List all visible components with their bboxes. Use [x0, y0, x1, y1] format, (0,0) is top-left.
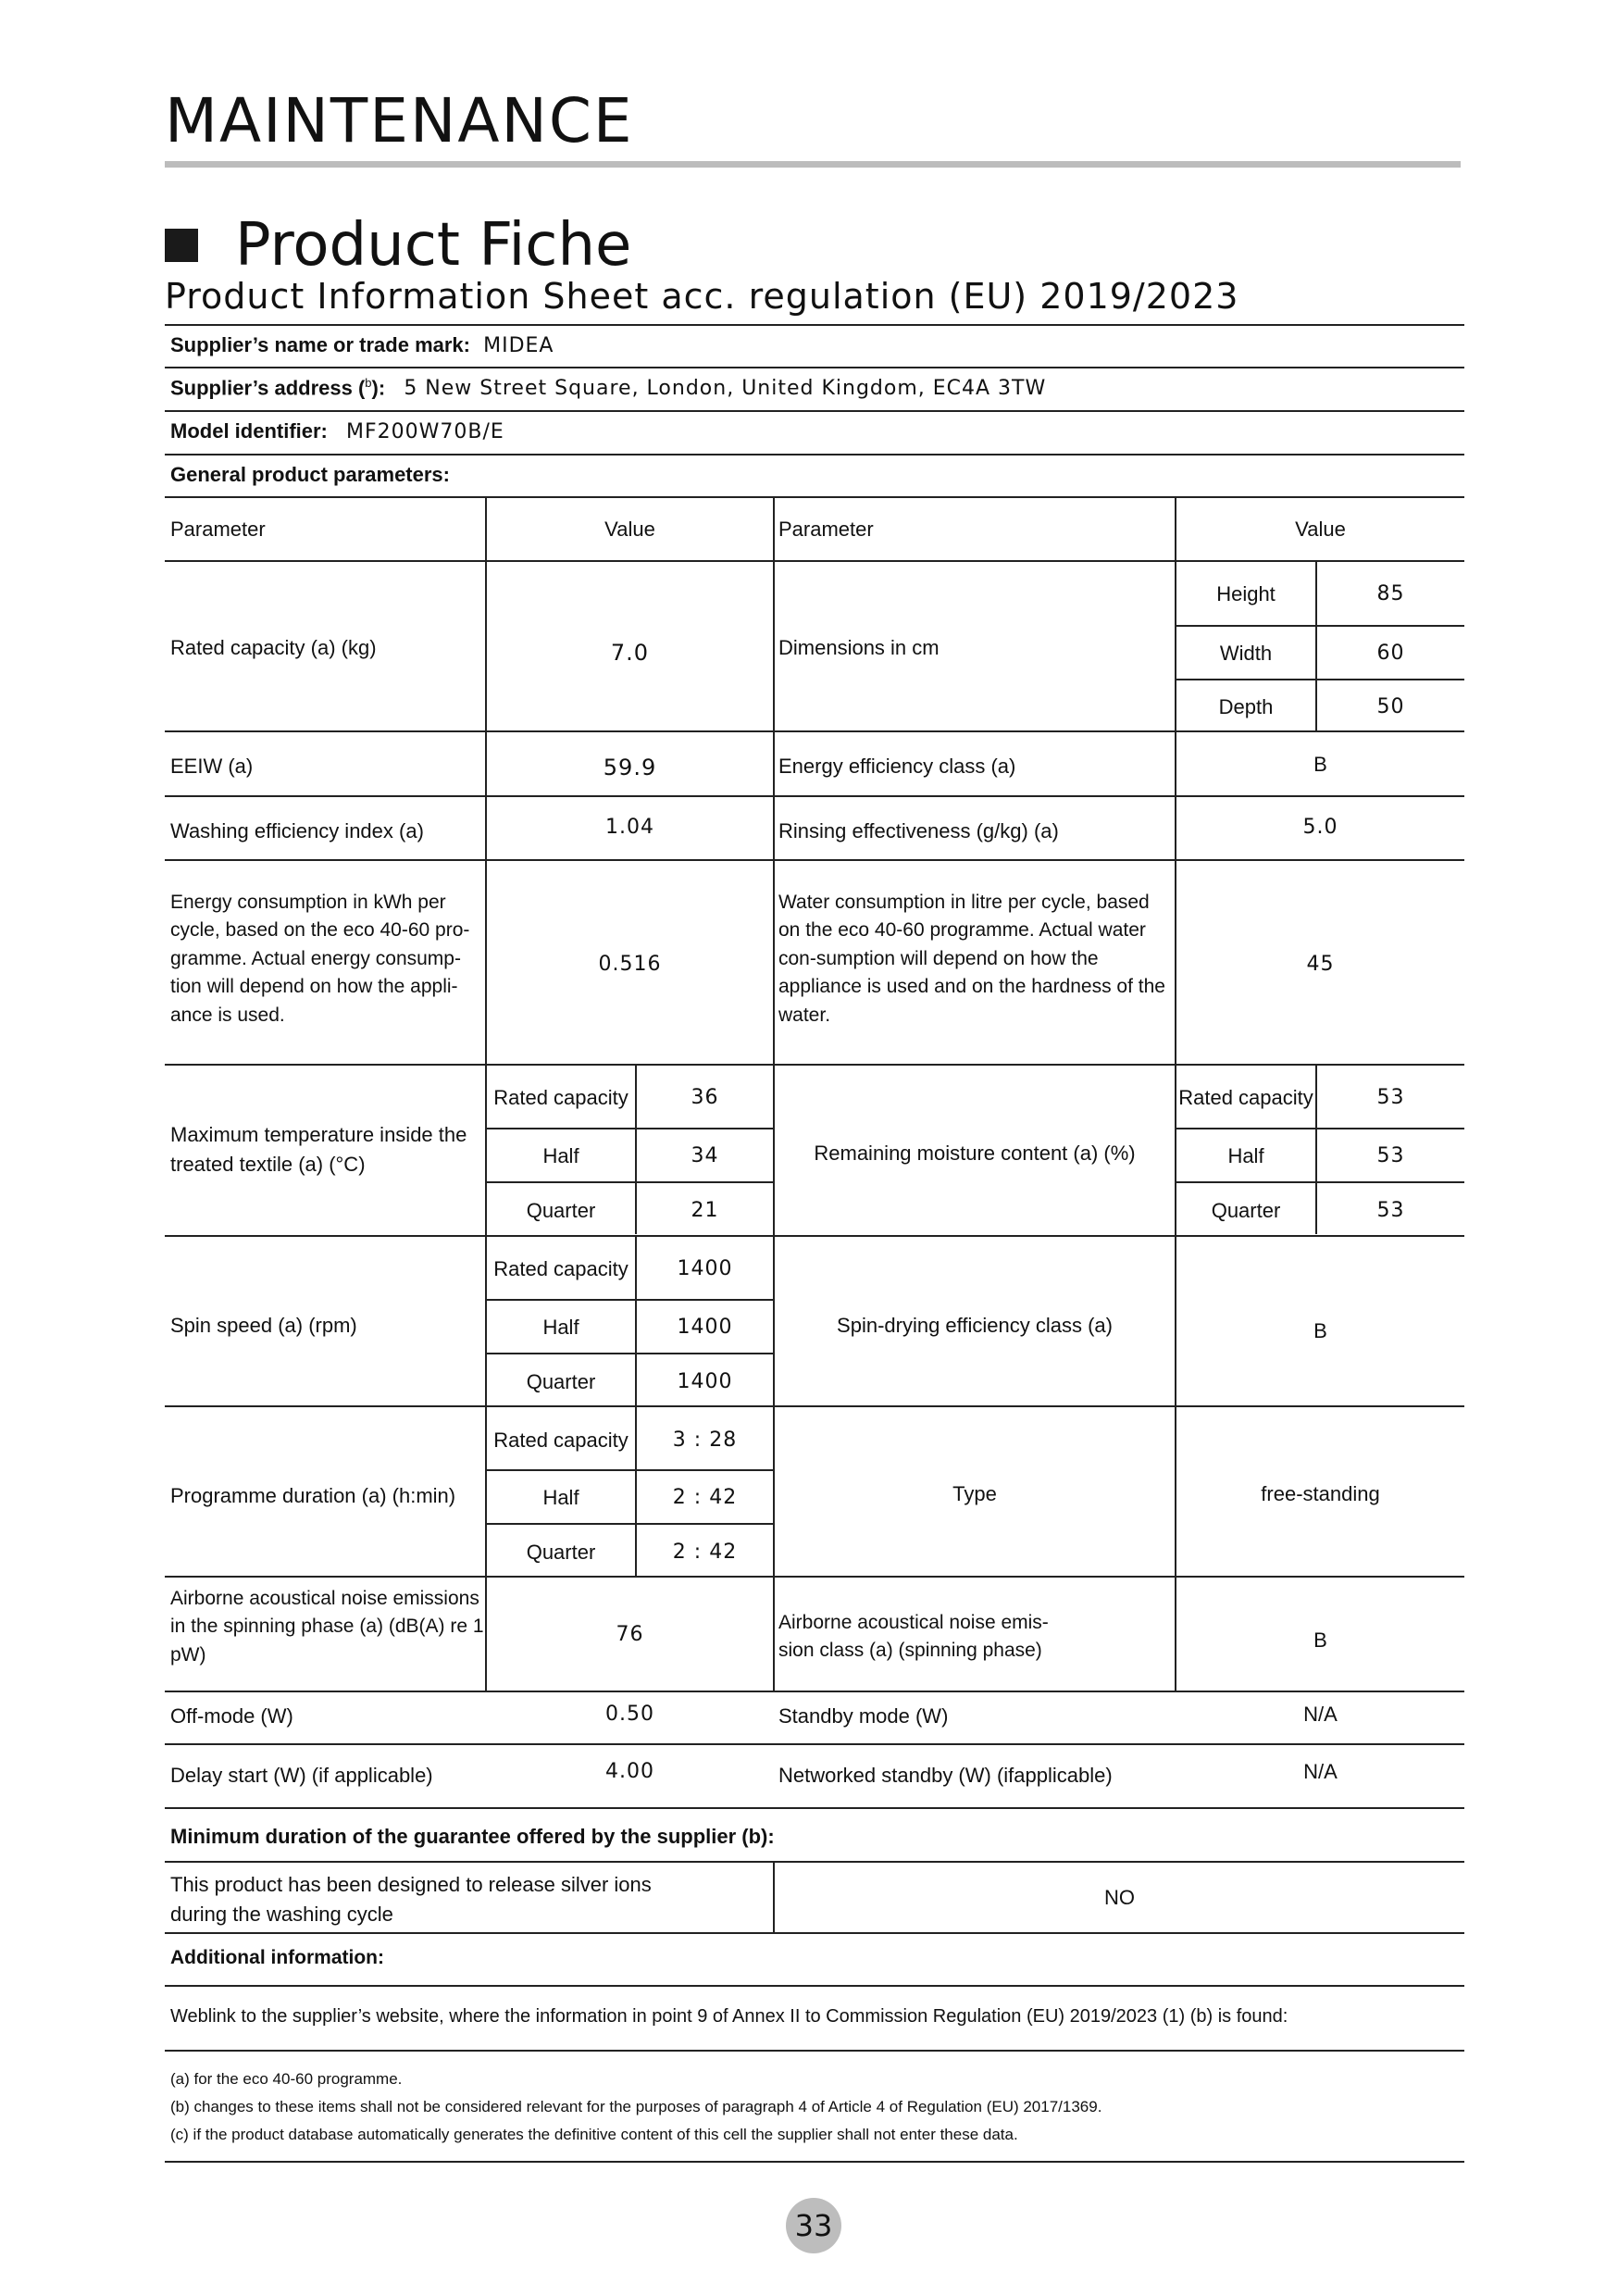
- height-label: Height: [1216, 582, 1276, 605]
- rule: [165, 2050, 1464, 2052]
- rule: [165, 1576, 1464, 1578]
- rule: [165, 324, 1464, 326]
- offmode-label: Off-mode (W): [170, 1704, 293, 1728]
- noise-class-label: Airborne acoustical noise emis-sion class (a) (spinning phase): [778, 1612, 1049, 1662]
- rule: [165, 1743, 1464, 1745]
- rule: [165, 560, 1464, 562]
- address-value: 5 New Street Square, London, United Kingdom, EC4A 3TW: [404, 377, 1047, 401]
- address-sup: b: [365, 376, 372, 390]
- footnote-c: (c) if the product database automatically generates the definitive content of this cell the supplier shall not enter these data.: [170, 2126, 1018, 2143]
- column-header-parameter: Parameter: [778, 518, 874, 541]
- max-temp-quarter-label: Quarter: [526, 1199, 596, 1222]
- general-parameters-label: General product parameters:: [170, 463, 450, 486]
- rule: [165, 1985, 1464, 1987]
- duration-quarter-label: Quarter: [526, 1541, 596, 1564]
- max-temperature-label: Maximum temperature inside the treated textile (a) (°C): [170, 1123, 467, 1176]
- rated-capacity-label: Rated capacity (a) (kg): [170, 636, 377, 659]
- subtitle: Product Information Sheet acc. regulation (EU) 2019/2023: [165, 276, 1239, 317]
- eeiw-value: 59.9: [603, 755, 657, 780]
- standby-value: N/A: [1303, 1703, 1338, 1726]
- moisture-rated-label: Rated capacity: [1178, 1086, 1313, 1109]
- noise-label: Airborne acoustical noise emissions in the spinning phase (a) (dB(A) re 1 pW): [170, 1588, 484, 1666]
- rule: [165, 1932, 1464, 1934]
- energy-class-value: B: [1313, 753, 1327, 776]
- type-label: Type: [952, 1482, 997, 1505]
- rule: [165, 496, 1464, 498]
- rule: [165, 795, 1464, 797]
- moisture-label: Remaining moisture content (a) (%): [814, 1142, 1136, 1165]
- rated-capacity-value: 7.0: [610, 640, 650, 666]
- footnote-a: (a) for the eco 40-60 programme.: [170, 2070, 403, 2088]
- noise-class-value: B: [1313, 1628, 1327, 1652]
- additional-info-label: Additional information:: [170, 1947, 384, 1968]
- standby-label: Standby mode (W): [778, 1704, 949, 1728]
- weblink-text: Weblink to the supplier’s website, where the information in point 9 of Annex II to Commission Regulation (EU) 2019/2023 (1) (b) is found:: [170, 2006, 1288, 2027]
- address-label-end: ):: [371, 376, 386, 400]
- dimensions-label: Dimensions in cm: [778, 636, 940, 659]
- spin-half-value: 1400: [677, 1316, 733, 1339]
- moisture-rated-value: 53: [1376, 1086, 1405, 1109]
- rule: [165, 1064, 1464, 1066]
- max-temp-half-label: Half: [542, 1144, 579, 1167]
- delay-value: 4.00: [605, 1760, 654, 1783]
- page-number: 33: [786, 2198, 841, 2253]
- supplier-address-row: [170, 376, 1046, 400]
- footnote-b: (b) changes to these items shall not be considered relevant for the purposes of paragraph 4 of Article 4 of Regulation (EU) 2017/1369.: [170, 2098, 1102, 2115]
- rule: [485, 1299, 774, 1301]
- max-temp-half-value: 34: [691, 1144, 719, 1167]
- rule: [485, 1128, 774, 1129]
- spin-class-label: Spin-drying efficiency class (a): [837, 1314, 1113, 1337]
- duration-half-label: Half: [542, 1486, 579, 1509]
- water-consumption-label: Water consumption in litre per cycle, based on the eco 40-60 programme. Actual water con-sumption will depend on how the appliance is used and on the hardness of the water.: [778, 892, 1165, 1026]
- model-value: MF200W70B/E: [346, 420, 504, 443]
- spin-speed-label: Spin speed (a) (rpm): [170, 1314, 357, 1337]
- guarantee-label: Minimum duration of the guarantee offered by the supplier (b):: [170, 1825, 775, 1848]
- supplier-name-row: [170, 333, 554, 357]
- spin-quarter-value: 1400: [677, 1370, 733, 1393]
- rule: [485, 1181, 774, 1183]
- moisture-quarter-value: 53: [1376, 1199, 1405, 1222]
- section-title: MAINTENANCE: [165, 85, 634, 156]
- duration-rated-value: 3 : 28: [672, 1429, 738, 1452]
- model-label: Model identifier:: [170, 419, 328, 443]
- address-label: Supplier’s address (: [170, 376, 366, 400]
- rule: [165, 2161, 1464, 2163]
- rule: [773, 496, 775, 1691]
- noise-value: 76: [616, 1623, 644, 1646]
- rule: [1175, 625, 1464, 627]
- energy-consumption-label: Energy consumption in kWh per cycle, based on the eco 40-60 pro-gramme. Actual energy consump-tion will depend on how the appli-ance is used.: [170, 892, 470, 1026]
- rule: [165, 859, 1464, 861]
- rule: [165, 1405, 1464, 1407]
- rule: [485, 1469, 774, 1471]
- moisture-quarter-label: Quarter: [1211, 1199, 1281, 1222]
- silver-ions-label: This product has been designed to release silver ions during the washing cycle: [170, 1873, 652, 1926]
- rule: [165, 1691, 1464, 1692]
- water-consumption-value: 45: [1306, 953, 1335, 976]
- eeiw-label: EEIW (a): [170, 755, 254, 778]
- rule: [165, 410, 1464, 412]
- rule: [485, 1353, 774, 1354]
- rule: [1175, 679, 1464, 680]
- rule: [165, 1861, 1464, 1863]
- column-header-parameter: Parameter: [170, 518, 266, 541]
- rinsing-value: 5.0: [1302, 816, 1338, 839]
- spin-rated-label: Rated capacity: [493, 1257, 629, 1280]
- section-rule: [165, 161, 1461, 168]
- delay-label: Delay start (W) (if applicable): [170, 1764, 433, 1787]
- rule: [165, 367, 1464, 368]
- column-header-value: Value: [604, 518, 655, 541]
- column-header-value: Value: [1295, 518, 1346, 541]
- fiche-title: [165, 211, 631, 280]
- washing-index-value: 1.04: [605, 816, 654, 839]
- rule: [165, 730, 1464, 732]
- energy-consumption-value: 0.516: [598, 953, 662, 976]
- spin-rated-value: 1400: [677, 1257, 733, 1280]
- max-temp-quarter-value: 21: [691, 1199, 719, 1222]
- moisture-half-value: 53: [1376, 1144, 1405, 1167]
- width-value: 60: [1376, 642, 1405, 665]
- spin-class-value: B: [1313, 1319, 1327, 1342]
- moisture-half-label: Half: [1227, 1144, 1264, 1167]
- height-value: 85: [1376, 582, 1405, 605]
- width-label: Width: [1219, 642, 1273, 665]
- spin-half-label: Half: [542, 1316, 579, 1339]
- duration-rated-label: Rated capacity: [493, 1429, 629, 1452]
- rule: [1175, 1128, 1464, 1129]
- rinsing-label: Rinsing effectiveness (g/kg) (a): [778, 819, 1059, 842]
- duration-half-value: 2 : 42: [672, 1486, 738, 1509]
- max-temp-rated-label: Rated capacity: [493, 1086, 629, 1109]
- fiche-title-text: Product Fiche: [235, 211, 632, 280]
- washing-index-label: Washing efficiency index (a): [170, 819, 424, 842]
- duration-quarter-value: 2 : 42: [672, 1541, 738, 1564]
- supplier-label: Supplier’s name or trade mark:: [170, 333, 470, 356]
- depth-label: Depth: [1218, 695, 1274, 718]
- energy-class-label: Energy efficiency class (a): [778, 755, 1016, 778]
- depth-value: 50: [1376, 695, 1405, 718]
- model-row: [170, 419, 504, 443]
- networked-label: Networked standby (W) (ifapplicable): [778, 1764, 1113, 1787]
- type-value: free-standing: [1261, 1482, 1380, 1505]
- max-temp-rated-value: 36: [691, 1086, 719, 1109]
- rule: [165, 454, 1464, 455]
- duration-label: Programme duration (a) (h:min): [170, 1484, 456, 1507]
- supplier-value: MIDEA: [483, 334, 554, 357]
- square-bullet-icon: [165, 229, 198, 262]
- rule: [165, 1235, 1464, 1237]
- networked-value: N/A: [1303, 1760, 1338, 1783]
- offmode-value: 0.50: [605, 1703, 654, 1726]
- rule: [165, 1807, 1464, 1809]
- rule: [1175, 1181, 1464, 1183]
- rule: [485, 1523, 774, 1525]
- spin-quarter-label: Quarter: [526, 1370, 596, 1393]
- silver-ions-value: NO: [1104, 1886, 1135, 1909]
